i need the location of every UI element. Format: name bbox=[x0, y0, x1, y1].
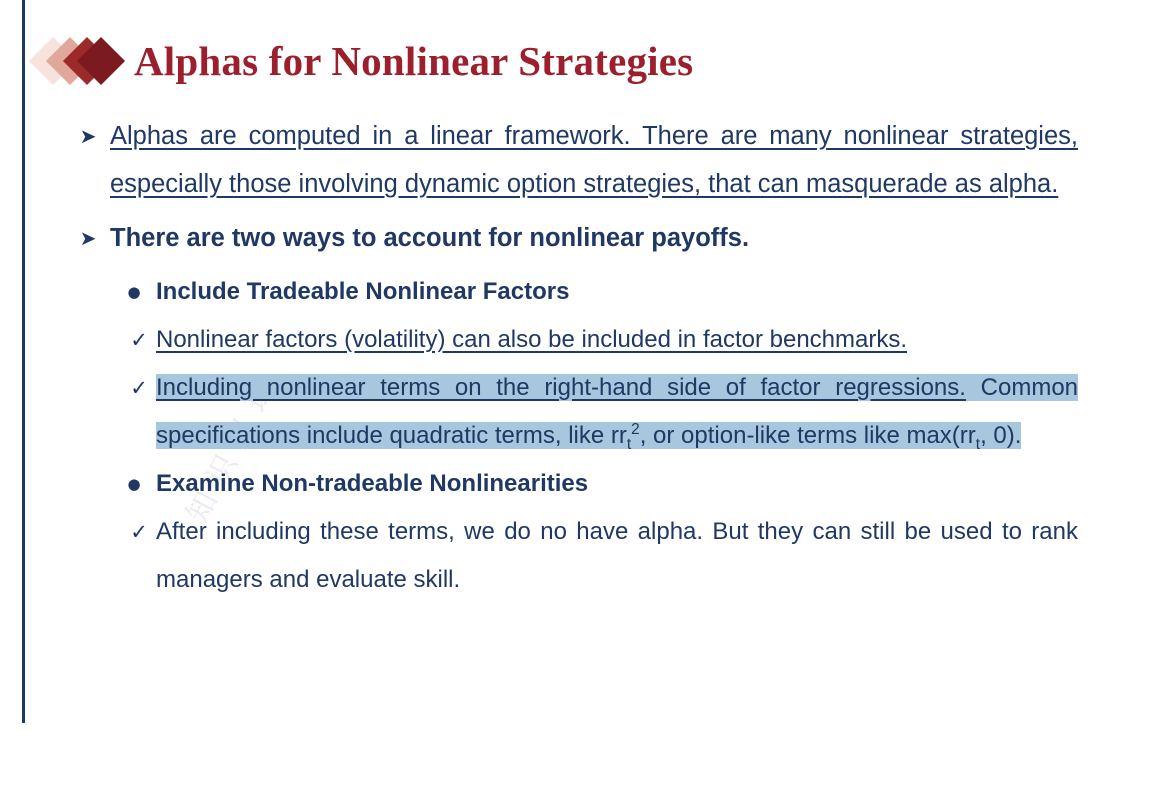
list-item bbox=[0, 214, 1161, 262]
math-r-t: $r_t$ bbox=[967, 422, 981, 453]
arrow-bullet-icon: ➤ bbox=[79, 226, 97, 250]
check-bullet-icon: ✓ bbox=[130, 376, 148, 400]
check-bullet-icon: ✓ bbox=[130, 520, 148, 544]
highlighted-text-part2: Common specifications include quadratic terms, like $rr_t^2$, or option-like terms like $\max(rr_t$, 0). bbox=[156, 374, 1079, 453]
list-item-text bbox=[156, 364, 1078, 460]
dot-bullet-icon: ● bbox=[127, 475, 141, 493]
list-item bbox=[0, 316, 1161, 364]
list-item-text: Alphas are computed in a linear framework. There are many nonlinear strategies, especially those involving dynamic option strategies, that can masquerade as alpha. bbox=[110, 122, 1078, 198]
slide-body bbox=[0, 112, 1161, 604]
slide-title-row bbox=[36, 26, 693, 96]
check-bullet-icon: ✓ bbox=[130, 328, 148, 352]
list-item bbox=[0, 268, 1161, 316]
highlighted-sentence: Including nonlinear terms on the right-hand side of factor regressions. bbox=[156, 374, 966, 401]
list-item-text: Examine Non-tradeable Nonlinearities bbox=[156, 470, 589, 497]
page-title: Alphas for Nonlinear Strategies bbox=[134, 38, 694, 84]
dot-bullet-icon: ● bbox=[127, 283, 141, 301]
diamond-logo-icon bbox=[36, 32, 120, 90]
list-item bbox=[0, 460, 1161, 508]
list-item-text: There are two ways to account for nonlinear payoffs. bbox=[110, 224, 750, 252]
arrow-bullet-icon: ➤ bbox=[79, 124, 97, 148]
list-item bbox=[0, 112, 1161, 208]
list-item bbox=[0, 508, 1161, 604]
list-item-text: After including these terms, we do no have alpha. But they can still be used to rank managers and evaluate skill. bbox=[156, 518, 1078, 593]
list-item-highlighted bbox=[0, 364, 1161, 460]
list-item-text: Include Tradeable Nonlinear Factors bbox=[156, 278, 570, 305]
math-r-t-squared: $r_t^2$ bbox=[618, 421, 640, 453]
list-item-text: Nonlinear factors (volatility) can also be included in factor benchmarks. bbox=[156, 326, 908, 353]
